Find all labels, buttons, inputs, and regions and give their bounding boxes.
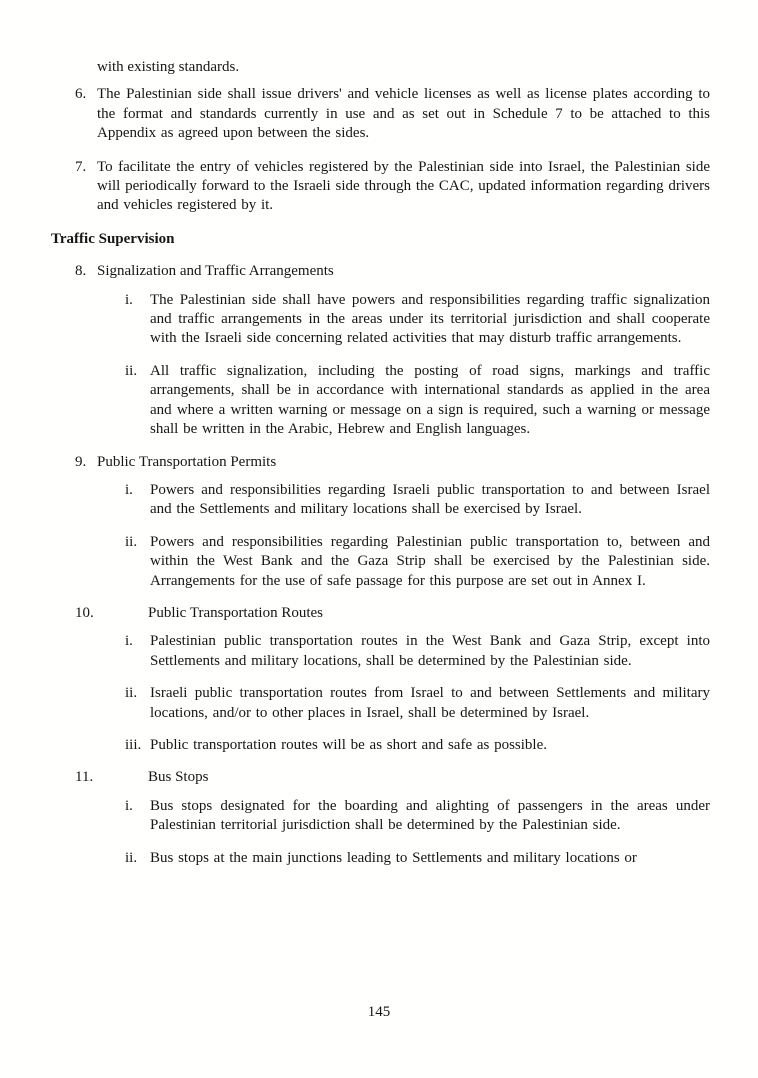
subitem-9-i: [125, 481, 710, 520]
item-number: 9.: [75, 453, 87, 470]
subitem-label: i.: [125, 633, 133, 650]
subitem-11-ii: [125, 849, 710, 868]
subitem-9-ii: [125, 533, 710, 591]
subitem-text: Palestinian public transportation routes in the West Bank and Gaza Strip, except into Settlements and military locations, shall be determined by the Palestinian side.: [150, 633, 710, 669]
item-number: 10.: [75, 604, 94, 621]
subitem-text: The Palestinian side shall have powers and responsibilities regarding traffic signalization and traffic arrangements in the areas under its territorial jurisdiction and shall cooperate with the Israeli side concerning related activities that may disturb traffic arrangements.: [150, 291, 710, 347]
subitem-label: iii.: [125, 736, 142, 753]
item-title: Signalization and Traffic Arrangements: [97, 263, 334, 280]
item-number: 6.: [75, 86, 87, 103]
subitem-10-ii: [125, 684, 710, 723]
item-text: To facilitate the entry of vehicles registered by the Palestinian side into Israel, the Palestinian side will periodically forward to the Israeli side through the CAC, updated information regarding drivers and vehicles registered by it.: [97, 158, 710, 214]
subitem-text: Bus stops at the main junctions leading to Settlements and military locations or: [150, 849, 637, 866]
subitem-text: Public transportation routes will be as short and safe as possible.: [150, 736, 548, 753]
section-heading: Traffic Supervision: [51, 230, 175, 247]
item-text: The Palestinian side shall issue drivers' and vehicle licenses as well as license plates according to the format and standards currently in use and as set out in Schedule 7 to be attached to this Appendix as agreed upon between the sides.: [97, 86, 710, 142]
numbered-item-9: [75, 453, 710, 472]
subitem-text: All traffic signalization, including the posting of road signs, markings and traffic arrangements, shall be in accordance with international standards as applied in the area and where a written warning or message on a sign is required, such a warning or message shall be written in the Arabic, Hebrew and English languages.: [150, 362, 710, 438]
page-number: 145: [367, 1003, 391, 1020]
subitem-label: ii.: [125, 849, 138, 866]
subitem-label: i.: [125, 797, 133, 814]
numbered-item-10: [75, 604, 710, 623]
subitem-label: ii.: [125, 533, 138, 550]
item-number: 7.: [75, 158, 87, 175]
subitem-8-i: [125, 291, 710, 349]
subitem-label: i.: [125, 481, 133, 498]
subitem-label: ii.: [125, 362, 138, 379]
subitem-10-iii: [125, 736, 710, 755]
subitem-11-i: [125, 797, 710, 836]
item-title: Bus Stops: [148, 769, 209, 786]
subitem-label: ii.: [125, 685, 138, 702]
numbered-item-11: [75, 768, 710, 787]
item-title: Public Transportation Routes: [148, 604, 324, 621]
continuation-text: with existing standards.: [97, 59, 240, 75]
item-number: 11.: [75, 769, 94, 786]
numbered-item-8: [75, 262, 710, 281]
subitem-10-i: [125, 632, 710, 671]
item-title: Public Transportation Permits: [97, 453, 277, 470]
subitem-label: i.: [125, 291, 133, 308]
subitem-8-ii: [125, 362, 710, 440]
numbered-item-7: [75, 158, 710, 216]
subitem-text: Israeli public transportation routes from Israel to and between Settlements and military locations, and/or to other places in Israel, shall be determined by Israel.: [150, 685, 710, 721]
subitem-text: Powers and responsibilities regarding Palestinian public transportation to, between and within the West Bank and the Gaza Strip shall be exercised by the Palestinian side. Arrangements for the use of safe passage for this purpose are set out in Annex I.: [150, 533, 710, 589]
subitem-text: Powers and responsibilities regarding Israeli public transportation to and between Israel and the Settlements and military locations shall be exercised by Israel.: [150, 481, 710, 518]
numbered-item-6: [75, 85, 710, 143]
item-number: 8.: [75, 263, 87, 280]
subitem-text: Bus stops designated for the boarding and alighting of passengers in the areas under Palestinian territorial jurisdiction shall be determined by the Palestinian side.: [150, 797, 710, 834]
